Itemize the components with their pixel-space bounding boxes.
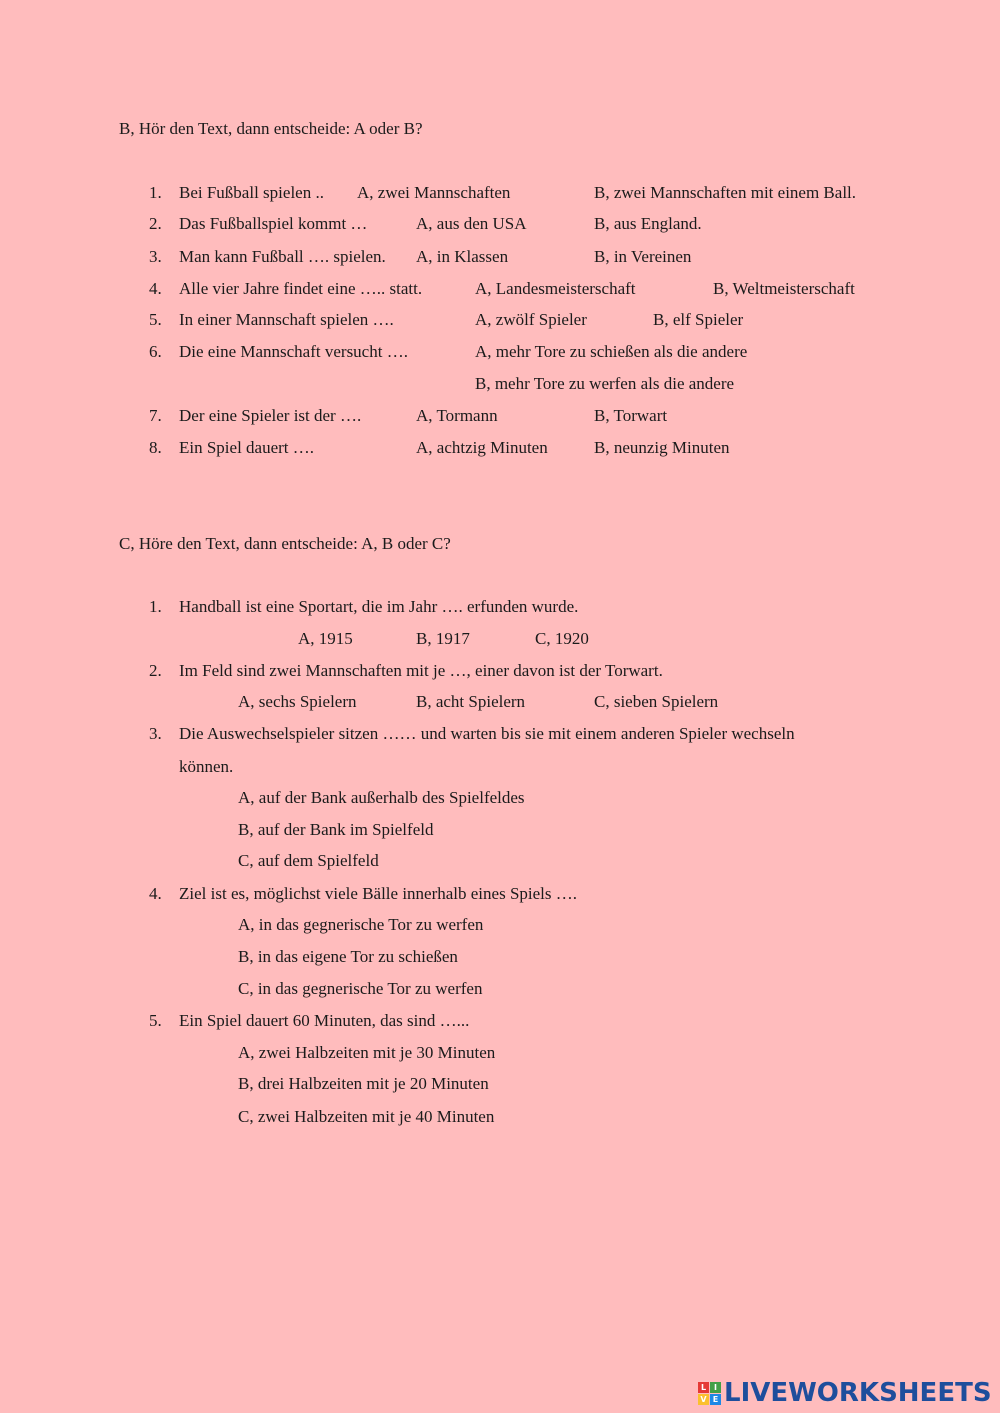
option-a[interactable]: A, Tormann bbox=[416, 406, 498, 425]
question-text: Ziel ist es, möglichst viele Bälle innerhalb eines Spiels …. bbox=[179, 884, 578, 903]
option-c[interactable]: C, in das gegnerische Tor zu werfen bbox=[238, 979, 483, 998]
option-a[interactable]: A, Landesmeisterschaft bbox=[475, 279, 636, 298]
question-number: 5. bbox=[149, 1011, 162, 1030]
option-b[interactable]: B, drei Halbzeiten mit je 20 Minuten bbox=[238, 1074, 489, 1093]
question-number: 1. bbox=[149, 183, 162, 202]
option-b[interactable]: B, acht Spielern bbox=[416, 692, 526, 711]
option-a[interactable]: A, achtzig Minuten bbox=[416, 438, 548, 457]
question-text: Das Fußballspiel kommt … bbox=[179, 214, 368, 233]
option-c[interactable]: C, auf dem Spielfeld bbox=[238, 851, 379, 870]
option-a[interactable]: A, mehr Tore zu schießen als die andere bbox=[475, 342, 748, 361]
logo-text: LIVEWORKSHEETS bbox=[724, 1378, 992, 1408]
option-b[interactable]: B, in Vereinen bbox=[594, 247, 692, 266]
question-number: 7. bbox=[149, 406, 162, 425]
liveworksheets-logo bbox=[698, 1378, 992, 1408]
question-text: Ein Spiel dauert 60 Minuten, das sind …... bbox=[179, 1011, 470, 1030]
option-a[interactable]: A, auf der Bank außerhalb des Spielfeldes bbox=[238, 788, 525, 807]
logo-block-v: V bbox=[698, 1394, 709, 1405]
option-c[interactable]: C, zwei Halbzeiten mit je 40 Minuten bbox=[238, 1107, 495, 1126]
question-number: 8. bbox=[149, 438, 162, 457]
option-b[interactable]: B, neunzig Minuten bbox=[594, 438, 730, 457]
question-number: 6. bbox=[149, 342, 162, 361]
question-text: Bei Fußball spielen .. bbox=[179, 183, 324, 202]
option-b[interactable]: B, zwei Mannschaften mit einem Ball. bbox=[594, 183, 857, 202]
question-text: Ein Spiel dauert …. bbox=[179, 438, 315, 457]
option-b[interactable]: B, aus England. bbox=[594, 214, 702, 233]
option-a[interactable]: A, sechs Spielern bbox=[238, 692, 357, 711]
question-number: 1. bbox=[149, 597, 162, 616]
option-b[interactable]: B, mehr Tore zu werfen als die andere bbox=[475, 374, 735, 393]
question-number: 2. bbox=[149, 214, 162, 233]
section-c-heading: C, Höre den Text, dann entscheide: A, B oder C? bbox=[119, 534, 451, 553]
option-b[interactable]: B, Torwart bbox=[594, 406, 668, 425]
question-text: Man kann Fußball …. spielen. bbox=[179, 247, 386, 266]
question-text: Der eine Spieler ist der …. bbox=[179, 406, 362, 425]
option-a[interactable]: A, zwei Halbzeiten mit je 30 Minuten bbox=[238, 1043, 496, 1062]
question-text-continued: können. bbox=[179, 757, 234, 776]
option-a[interactable]: A, in Klassen bbox=[416, 247, 509, 266]
question-text: Im Feld sind zwei Mannschaften mit je …, einer davon ist der Torwart. bbox=[179, 661, 663, 680]
logo-block-l: L bbox=[698, 1382, 709, 1393]
question-number: 4. bbox=[149, 884, 162, 903]
question-number: 3. bbox=[149, 724, 162, 743]
logo-blocks-icon bbox=[698, 1382, 721, 1405]
question-text: Alle vier Jahre findet eine ….. statt. bbox=[179, 279, 423, 298]
option-b[interactable]: B, auf der Bank im Spielfeld bbox=[238, 820, 434, 839]
option-c[interactable]: C, sieben Spielern bbox=[594, 692, 719, 711]
question-number: 5. bbox=[149, 310, 162, 329]
option-b[interactable]: B, elf Spieler bbox=[653, 310, 744, 329]
option-a[interactable]: A, in das gegnerische Tor zu werfen bbox=[238, 915, 484, 934]
option-b[interactable]: B, 1917 bbox=[416, 629, 470, 648]
option-a[interactable]: A, zwei Mannschaften bbox=[357, 183, 511, 202]
question-number: 2. bbox=[149, 661, 162, 680]
question-text: Handball ist eine Sportart, die im Jahr …. erfunden wurde. bbox=[179, 597, 579, 616]
question-text: Die Auswechselspieler sitzen …… und warten bis sie mit einem anderen Spieler wechseln bbox=[179, 724, 795, 743]
option-b[interactable]: B, Weltmeisterschaft bbox=[713, 279, 855, 298]
section-b-heading: B, Hör den Text, dann entscheide: A oder B? bbox=[119, 119, 423, 138]
option-a[interactable]: A, zwölf Spieler bbox=[475, 310, 587, 329]
option-c[interactable]: C, 1920 bbox=[535, 629, 589, 648]
logo-block-i: I bbox=[710, 1382, 721, 1393]
option-a[interactable]: A, aus den USA bbox=[416, 214, 527, 233]
question-number: 3. bbox=[149, 247, 162, 266]
option-b[interactable]: B, in das eigene Tor zu schießen bbox=[238, 947, 458, 966]
question-number: 4. bbox=[149, 279, 162, 298]
logo-block-e: E bbox=[710, 1394, 721, 1405]
option-a[interactable]: A, 1915 bbox=[298, 629, 353, 648]
question-text: Die eine Mannschaft versucht …. bbox=[179, 342, 408, 361]
question-text: In einer Mannschaft spielen …. bbox=[179, 310, 394, 329]
